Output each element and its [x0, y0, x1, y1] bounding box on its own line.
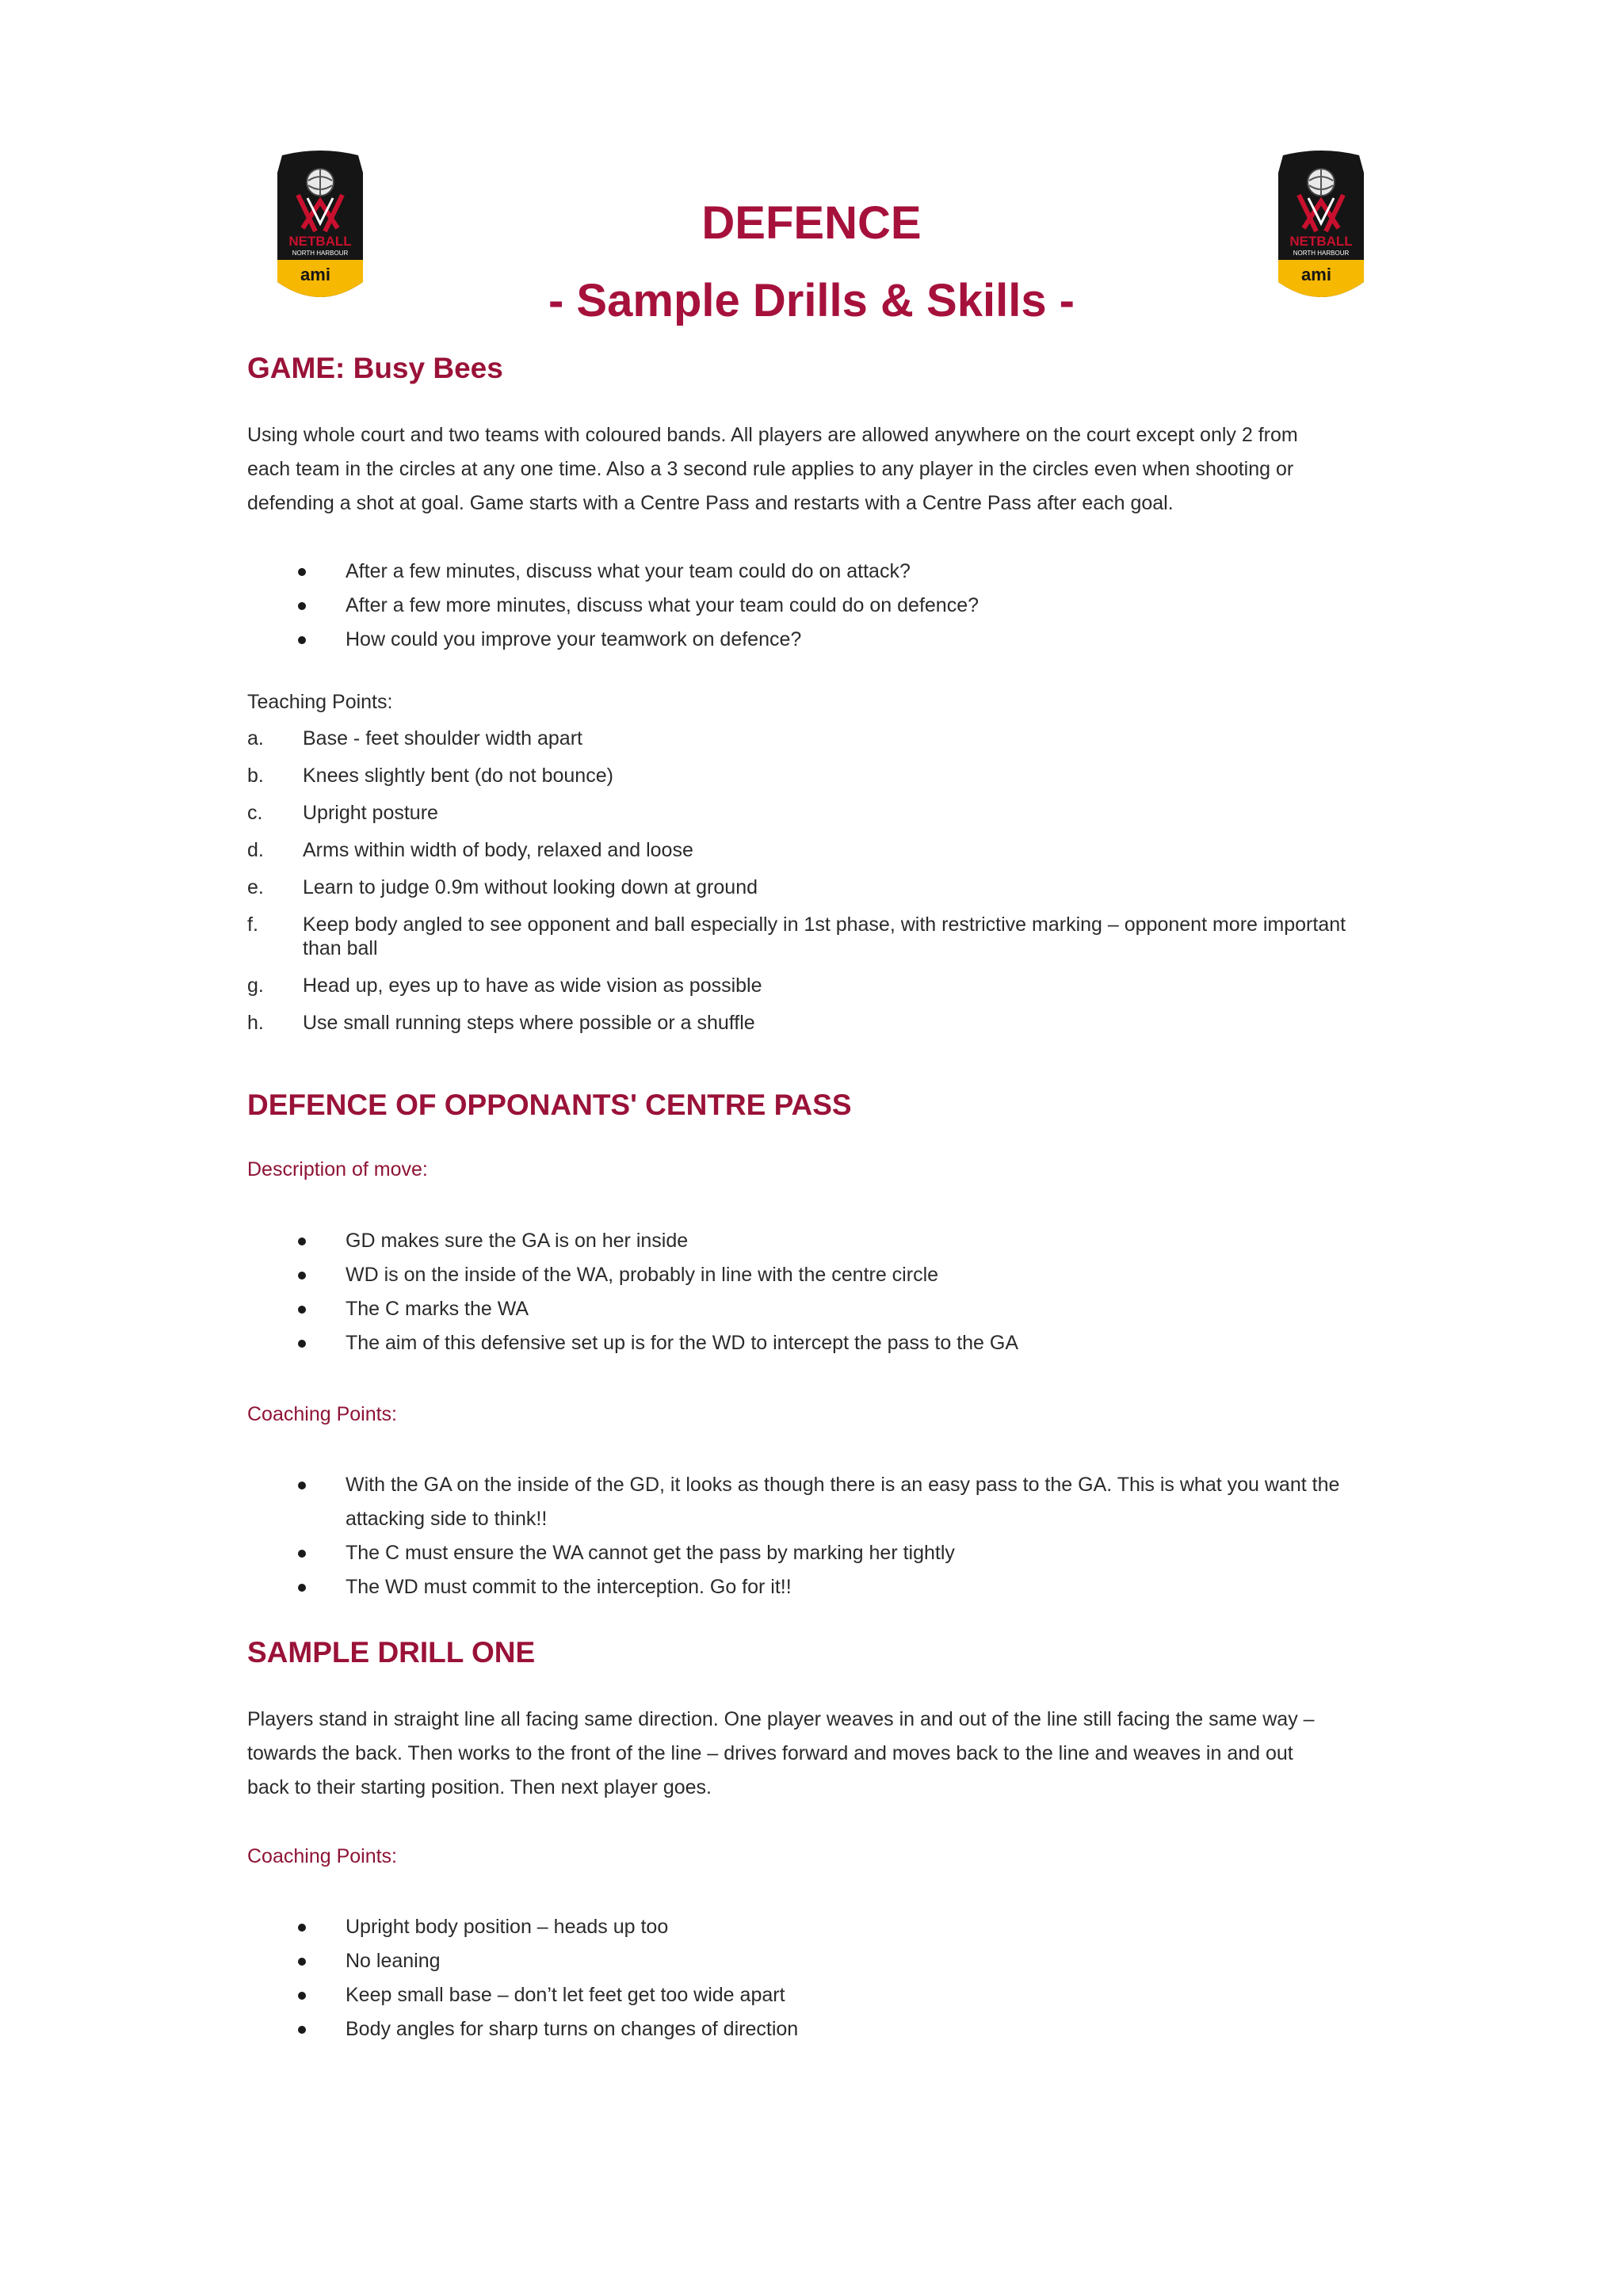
- svg-text:NORTH HARBOUR: NORTH HARBOUR: [1293, 250, 1350, 257]
- svg-text:NETBALL: NETBALL: [1289, 234, 1353, 249]
- coaching-points-label: Coaching Points:: [247, 1403, 398, 1425]
- svg-text:ami: ami: [300, 265, 330, 284]
- list-item: Body angles for sharp turns on changes of direction: [247, 2012, 798, 2046]
- list-item: WD is on the inside of the WA, probably in line with the centre circle: [247, 1258, 1018, 1292]
- section-heading-drill-one: SAMPLE DRILL ONE: [247, 1636, 536, 1669]
- page-title: DEFENCE: [701, 197, 922, 249]
- list-item: No leaning: [247, 1944, 798, 1978]
- list-item: GD makes sure the GA is on her inside: [247, 1224, 1018, 1258]
- drill-one-paragraph: Players stand in straight line all facing same direction. One player weaves in and out of the line still facing the same way – towards the back. Then works to the front of the line – drives forward and moves back to the line and weaves in and out back to their starting position. Then next player goes.: [247, 1708, 1315, 1798]
- list-item: d. Arms within width of body, relaxed and loose: [247, 839, 693, 861]
- teaching-points-label: Teaching Points:: [247, 691, 393, 713]
- list-item: The aim of this defensive set up is for the WD to intercept the pass to the GA: [247, 1326, 1018, 1360]
- teaching-points-list: [247, 727, 1396, 1035]
- list-item: After a few minutes, discuss what your team could do on attack?: [247, 555, 979, 589]
- list-item: How could you improve your teamwork on defence?: [247, 623, 979, 657]
- list-item: g. Head up, eyes up to have as wide vision as possible: [247, 974, 762, 997]
- list-item: The C must ensure the WA cannot get the pass by marking her tightly: [247, 1536, 1396, 1570]
- game-bullet-list: [247, 555, 979, 657]
- list-item: h. Use small running steps where possible or a shuffle: [247, 1012, 755, 1034]
- drill-coaching-points-label: Coaching Points:: [247, 1845, 398, 1867]
- game-paragraph: Using whole court and two teams with coloured bands. All players are allowed anywhere on the court except only 2 from each team in the circles at any one time. Also a 3 second rule applies to any player in the circles even when shooting or defending a shot at goal. Game starts with a Centre Pass and restarts with a Centre Pass after each goal.: [247, 424, 1298, 514]
- list-item: b. Knees slightly bent (do not bounce): [247, 765, 613, 787]
- list-item: The WD must commit to the interception. Go for it!!: [247, 1570, 1396, 1604]
- list-item: Upright body position – heads up too: [247, 1910, 798, 1944]
- page-subtitle: - Sample Drills & Skills -: [548, 275, 1075, 326]
- description-bullet-list: [247, 1224, 1018, 1360]
- list-item: c. Upright posture: [247, 802, 438, 824]
- list-item: With the GA on the inside of the GD, it looks as though there is an easy pass to the GA. This is what you want the attacking side to think!!: [247, 1468, 1396, 1536]
- list-item: The C marks the WA: [247, 1292, 1018, 1326]
- svg-text:NORTH HARBOUR: NORTH HARBOUR: [292, 250, 349, 257]
- list-item: e. Learn to judge 0.9m without looking down at ground: [247, 876, 758, 898]
- list-item: f. Keep body angled to see opponent and ball especially in 1st phase, with restrictive marking – opponent more important than ball: [247, 913, 1346, 959]
- list-item: a. Base - feet shoulder width apart: [247, 727, 582, 749]
- list-item: Keep small base – don’t let feet get too wide apart: [247, 1978, 798, 2012]
- coaching-bullet-list: [247, 1468, 1396, 1604]
- svg-text:ami: ami: [1301, 265, 1331, 284]
- drill-coaching-bullet-list: [247, 1910, 798, 2046]
- section-heading-game: GAME: Busy Bees: [247, 352, 503, 384]
- section-heading-centre-pass: DEFENCE OF OPPONANTS' CENTRE PASS: [247, 1089, 852, 1121]
- list-item: After a few more minutes, discuss what your team could do on defence?: [247, 589, 979, 623]
- description-label: Description of move:: [247, 1158, 428, 1180]
- svg-text:NETBALL: NETBALL: [288, 234, 352, 249]
